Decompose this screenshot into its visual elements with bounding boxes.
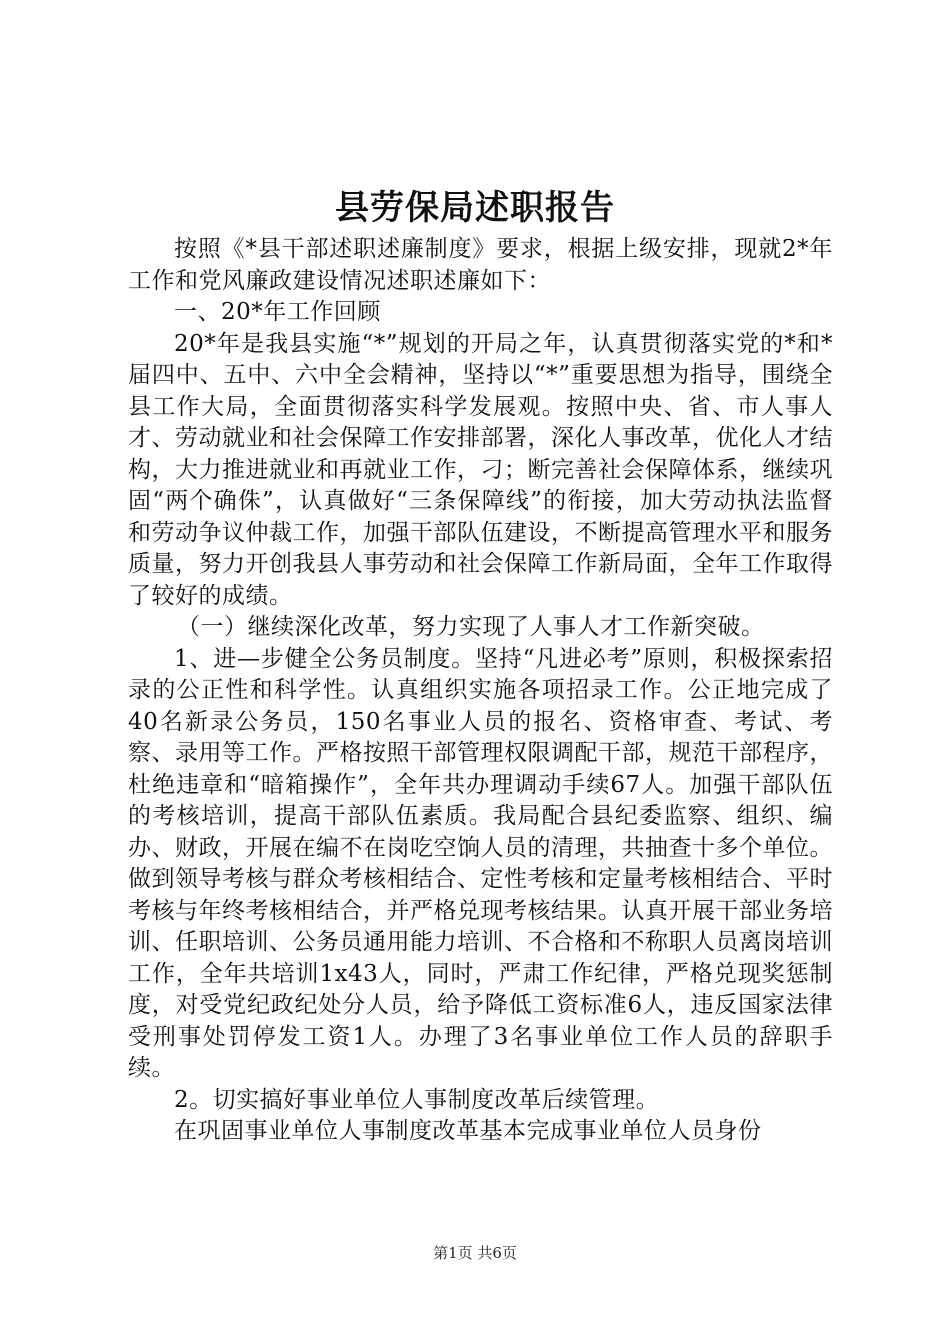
paragraph-overview: 20*年是我县实施“*”规划的开局之年，认真贯彻落实党的*和*届四中、五中、六中全会精神，坚持以“*”重要思想为指导，围绕全县工作大局，全面贯彻落实科学发展观。按照中央、省、市人事人才、劳动就业和社会保障工作安排部署，深化人事改革，优化人才结构，大力推进就业和再就业工作，刁；断完善社会保障体系，继续巩固“两个确侏”，认真做好“三条保障线”的衔接，加大劳动执法监督和劳动争议仲裁工作，加强干部队伍建设，不断提高管理水平和服务质量，努力开创我县人事劳动和社会保障工作新局面，全年工作取得了较好的成绩。 [128, 330, 833, 609]
document-body [128, 234, 833, 1148]
paragraph-institution-reform-heading: 2。切实搞好事业单位人事制度改革后续管理。 [174, 1086, 660, 1113]
page-footer: 第1页 共6页 [433, 1244, 517, 1262]
document-title: 县劳保局述职报告 [335, 188, 615, 228]
paragraph-intro: 按照《*县干部述职述廉制度》要求，根据上级安排，现就2*年工作和党风廉政建设情况述职述廉如下： [128, 236, 833, 294]
paragraph-civil-service: 1、进—步健全公务员制度。坚持“凡进必考”原则，积极探索招录的公正性和科学性。认真组织实施各项招录工作。公正地完成了40名新录公务员，150名事业人员的报名、资格审查、考试、考察、录用等工作。严格按照干部管理权限调配干部，规范干部程序，杜绝违章和“暗箱操作”，全年共办理调动手续67人。加强干部队伍的考核培训，提高干部队伍素质。我局配合县纪委监察、组织、编办、财政，开展在编不在岗吃空饷人员的清理，共抽查十多个单位。做到领导考核与群众考核相结合、定性考核和定量考核相结合、平时考核与年终考核相结合，并严格兑现考核结果。认真开展干部业务培训、任职培训、公务员通用能力培训、不合格和不称职人员离岗培训工作，全年共培训1x43人，同时，严肃工作纪律，严格兑现奖惩制度，对受党纪政纪处分人员，给予降低工资标准6人，违反国家法律受刑事处罚停发工资1人。办理了3名事业单位工作人员的辞职手续。 [128, 645, 833, 1081]
section-heading-review: 一、20*年工作回顾 [174, 299, 381, 325]
subsection-heading-reform: （一）继续深化改革，努力实现了人事人才工作新突破。 [177, 614, 765, 640]
paragraph-institution-reform: 在巩固事业单位人事制度改革基本完成事业单位人员身份 [174, 1118, 762, 1144]
